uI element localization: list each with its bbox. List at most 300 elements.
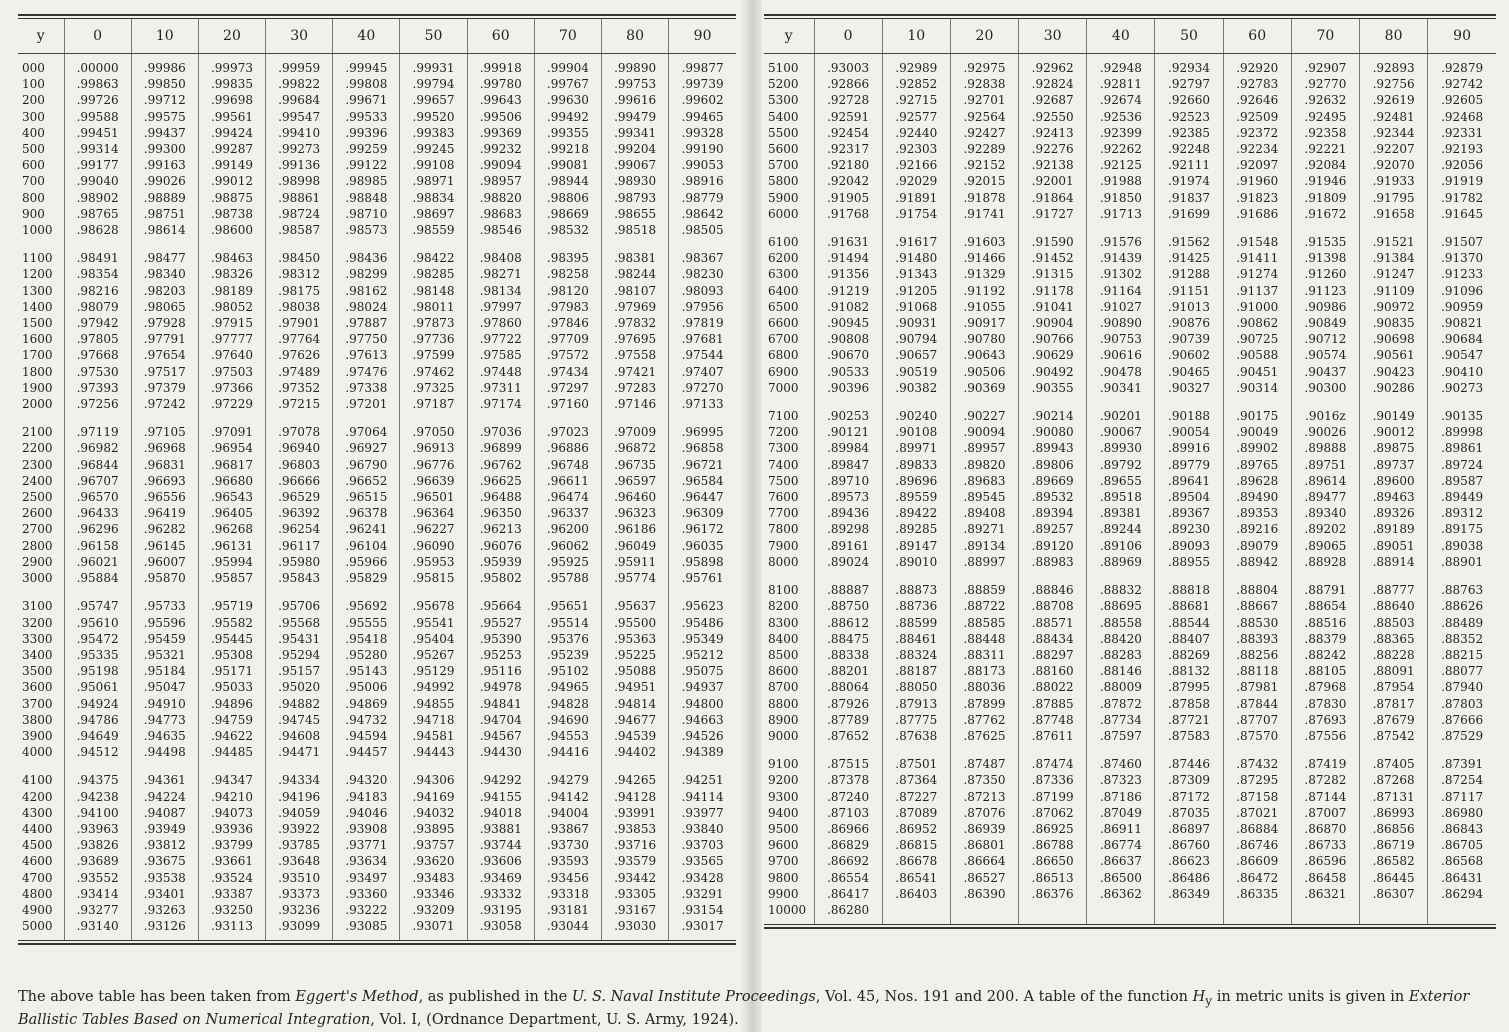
table-row	[18, 918, 736, 940]
h-value-cell: .86596	[1291, 853, 1359, 869]
h-value-cell: .97572	[534, 347, 601, 363]
h-value-cell: .89683	[950, 473, 1018, 489]
h-value-cell: .93099	[266, 918, 333, 940]
y-value-cell: 2300	[22, 457, 53, 472]
h-value-cell: .91480	[882, 250, 950, 266]
h-value-cell: .89669	[1019, 473, 1087, 489]
h-value-cell: .91013	[1155, 299, 1223, 315]
h-value-cell: .93456	[534, 870, 601, 886]
h-value-cell: .88283	[1087, 647, 1155, 663]
h-value-cell: .90188	[1155, 402, 1223, 424]
h-value-cell: .88448	[950, 631, 1018, 647]
h-value-cell: .88324	[882, 647, 950, 663]
h-value-cell: .97229	[198, 396, 265, 418]
h-value-cell: .88297	[1019, 647, 1087, 663]
y-value-cell: 400	[22, 125, 45, 140]
y-value-cell: 6700	[768, 332, 799, 347]
h-value-cell: .90904	[1019, 315, 1087, 331]
h-value-cell: .87172	[1155, 789, 1223, 805]
h-value-cell: .93113	[198, 918, 265, 940]
h-value-cell: .95006	[333, 679, 400, 695]
h-value-cell: .97434	[534, 364, 601, 380]
h-value-cell: .97009	[602, 418, 669, 440]
y-value-cell: 8400	[768, 631, 799, 646]
left-table-section	[18, 14, 736, 945]
h-value-cell: .93483	[400, 870, 467, 886]
h-value-cell: .99259	[333, 141, 400, 157]
h-value-cell: .99232	[467, 141, 534, 157]
h-value-cell: .93291	[669, 886, 736, 902]
h-value-cell: .93867	[534, 821, 601, 837]
h-value-cell: .93524	[198, 870, 265, 886]
h-value-cell: .90808	[814, 331, 882, 347]
h-value-cell: .94265	[602, 766, 669, 788]
h-value-cell: .97722	[467, 331, 534, 347]
h-value-cell: .91864	[1019, 190, 1087, 206]
h-value-cell: .98587	[266, 222, 333, 244]
h-value-cell: .89614	[1291, 473, 1359, 489]
h-value-cell: .96652	[333, 473, 400, 489]
h-value-cell: .91425	[1155, 250, 1223, 266]
h-value-cell: .96515	[333, 489, 400, 505]
h-value-cell: .95253	[467, 647, 534, 663]
h-value-cell: .89518	[1087, 489, 1155, 505]
h-value-cell: .92262	[1087, 141, 1155, 157]
table-row	[764, 364, 1496, 380]
y-value-cell: 900	[22, 206, 45, 221]
h-value-cell: .99094	[467, 157, 534, 173]
h-value-cell: .98354	[64, 266, 131, 282]
h-value-cell: .94073	[198, 805, 265, 821]
h-value-cell: .86472	[1223, 870, 1291, 886]
h-value-cell: .97709	[534, 331, 601, 347]
h-value-cell: .99835	[198, 76, 265, 92]
h-value-cell: .89216	[1223, 521, 1291, 537]
table-row	[18, 222, 736, 244]
h-value-cell: .95363	[602, 631, 669, 647]
h-value-cell: .94704	[467, 712, 534, 728]
table-row	[18, 663, 736, 679]
h-value-cell: .96501	[400, 489, 467, 505]
h-value-cell: .99739	[669, 76, 736, 92]
h-value-cell: .95678	[400, 592, 467, 614]
h-value-cell: .87885	[1019, 696, 1087, 712]
h-value-cell: .97969	[602, 299, 669, 315]
h-value-cell: .99877	[669, 54, 736, 77]
h-value-cell: .90643	[950, 347, 1018, 363]
h-value-cell: .92701	[950, 92, 1018, 108]
header-cell: 20	[950, 19, 1018, 54]
h-value-cell: .88338	[814, 647, 882, 663]
h-value-cell: .87968	[1291, 679, 1359, 695]
h-value-cell: .96213	[467, 521, 534, 537]
h-value-cell: .99547	[266, 109, 333, 125]
h-value-cell: .94663	[669, 712, 736, 728]
h-value-cell: .96529	[266, 489, 333, 505]
h-value-cell: .92838	[950, 76, 1018, 92]
h-value-cell: .87446	[1155, 750, 1223, 772]
h-value-cell: .92468	[1428, 109, 1496, 125]
table-row	[18, 712, 736, 728]
h-value-cell: .90108	[882, 424, 950, 440]
h-value-cell: .87817	[1360, 696, 1428, 712]
h-value-cell: .89490	[1223, 489, 1291, 505]
h-value-cell: .86458	[1291, 870, 1359, 886]
h-value-cell: .99492	[534, 109, 601, 125]
h-value-cell: .86403	[882, 886, 950, 902]
h-value-cell: .97846	[534, 315, 601, 331]
h-value-cell: .94046	[333, 805, 400, 821]
h-value-cell: .94142	[534, 789, 601, 805]
h-value-cell: .98463	[198, 244, 265, 266]
h-value-cell: .89806	[1019, 457, 1087, 473]
y-value-cell: 5000	[22, 919, 53, 934]
h-value-cell: .99890	[602, 54, 669, 77]
h-value-cell: .91631	[814, 228, 882, 250]
h-value-cell: .95651	[534, 592, 601, 614]
h-value-cell: .90201	[1087, 402, 1155, 424]
header-cell: 10	[131, 19, 198, 54]
h-value-cell: .94882	[266, 696, 333, 712]
y-value-cell: 3700	[22, 696, 53, 711]
h-value-cell: .86801	[950, 837, 1018, 853]
table-row	[764, 228, 1496, 250]
h-value-cell: .98628	[64, 222, 131, 244]
h-value-cell: .96748	[534, 457, 601, 473]
h-value-cell: .87775	[882, 712, 950, 728]
h-value-cell: .93565	[669, 853, 736, 869]
y-value-cell: 9700	[768, 854, 799, 869]
h-value-cell: .89367	[1155, 505, 1223, 521]
h-value-cell: .94196	[266, 789, 333, 805]
h-value-cell: .89093	[1155, 538, 1223, 554]
h-value-cell: .89765	[1223, 457, 1291, 473]
h-value-cell: .90547	[1428, 347, 1496, 363]
h-value-cell: .91055	[950, 299, 1018, 315]
h-value-cell: .88750	[814, 598, 882, 614]
y-value-cell: 5200	[768, 77, 799, 92]
h-value-cell: .97599	[400, 347, 467, 363]
y-value-cell: 3800	[22, 712, 53, 727]
h-value-cell: .98669	[534, 206, 601, 222]
table-row	[18, 902, 736, 918]
h-value-cell: .99520	[400, 109, 467, 125]
footnote-text: , as published in the	[418, 989, 572, 1005]
h-value-cell: .88997	[950, 554, 1018, 576]
h-value-cell: .87611	[1019, 728, 1087, 750]
table-row	[764, 440, 1496, 456]
h-value-cell: .91590	[1019, 228, 1087, 250]
footnote-text: , Vol. 45, Nos. 191 and 200. A table of the function	[815, 989, 1193, 1005]
h-value-cell: .98697	[400, 206, 467, 222]
h-value-cell: .90355	[1019, 380, 1087, 402]
h-value-cell: .87282	[1291, 772, 1359, 788]
h-value-cell: .97585	[467, 347, 534, 363]
h-value-cell: .95843	[266, 570, 333, 592]
h-value-cell: .87323	[1087, 772, 1155, 788]
h-value-cell: .88420	[1087, 631, 1155, 647]
y-value-cell: 9900	[768, 886, 799, 901]
h-value-cell: .94965	[534, 679, 601, 695]
h-value-cell: .94485	[198, 744, 265, 766]
y-value-cell: 800	[22, 190, 45, 205]
h-value-cell: .91658	[1360, 206, 1428, 228]
h-value-cell: .92605	[1428, 92, 1496, 108]
h-value-cell: .94992	[400, 679, 467, 695]
h-value-cell: .90506	[950, 364, 1018, 380]
h-value-cell: .99753	[602, 76, 669, 92]
h-value-cell: .95129	[400, 663, 467, 679]
header-cell: 30	[266, 19, 333, 54]
h-value-cell: .87062	[1019, 805, 1087, 821]
h-value-cell: .95939	[467, 554, 534, 570]
y-value-cell: 2500	[22, 490, 53, 505]
h-value-cell: .96543	[198, 489, 265, 505]
y-value-cell: 5400	[768, 109, 799, 124]
table-row	[18, 157, 736, 173]
table-row	[764, 886, 1496, 902]
h-value-cell: .92427	[950, 125, 1018, 141]
table-row	[18, 54, 736, 77]
h-value-cell: .99451	[64, 125, 131, 141]
h-value-cell: .87679	[1360, 712, 1428, 728]
h-value-cell: .92577	[882, 109, 950, 125]
h-value-cell: .88352	[1428, 631, 1496, 647]
y-value-cell: 2900	[22, 554, 53, 569]
h-value-cell: .99437	[131, 125, 198, 141]
h-value-cell: .96913	[400, 440, 467, 456]
y-value-cell: 6400	[768, 283, 799, 298]
table-row	[18, 554, 736, 570]
table-row	[764, 663, 1496, 679]
h-value-cell	[1291, 902, 1359, 924]
h-value-cell: .93401	[131, 886, 198, 902]
h-value-cell: .95582	[198, 615, 265, 631]
h-value-cell: .90026	[1291, 424, 1359, 440]
h-value-cell: .89106	[1087, 538, 1155, 554]
h-value-cell: .89271	[950, 521, 1018, 537]
h-value-cell: .90094	[950, 424, 1018, 440]
h-value-cell: .98505	[669, 222, 736, 244]
h-value-cell: .99218	[534, 141, 601, 157]
header-cell: 60	[467, 19, 534, 54]
h-value-cell: .93936	[198, 821, 265, 837]
h-value-cell: .95020	[266, 679, 333, 695]
h-value-cell: .95911	[602, 554, 669, 570]
table-row	[18, 696, 736, 712]
y-value-cell: 8900	[768, 712, 799, 727]
y-value-cell: 1800	[22, 364, 53, 379]
h-value-cell: .96639	[400, 473, 467, 489]
h-value-cell: .86321	[1291, 886, 1359, 902]
h-value-cell	[1428, 902, 1496, 924]
y-value-cell: 8000	[768, 554, 799, 569]
h-value-cell: .97681	[669, 331, 736, 347]
h-value-cell: .88791	[1291, 576, 1359, 598]
h-value-cell: .93853	[602, 821, 669, 837]
h-value-cell: .88873	[882, 576, 950, 598]
h-value-cell: .86815	[882, 837, 950, 853]
h-value-cell: .98422	[400, 244, 467, 266]
h-value-cell: .92962	[1019, 54, 1087, 77]
h-value-cell: .89244	[1087, 521, 1155, 537]
h-value-cell: .93757	[400, 837, 467, 853]
y-value-cell: 8300	[768, 615, 799, 630]
h-value-cell: .94402	[602, 744, 669, 766]
h-value-cell: .93785	[266, 837, 333, 853]
h-value-cell: .92440	[882, 125, 950, 141]
h-value-cell: .99053	[669, 157, 736, 173]
table-row	[18, 570, 736, 592]
y-value-cell: 2800	[22, 538, 53, 553]
y-value-cell: 5100	[768, 61, 799, 75]
y-value-cell: 3200	[22, 615, 53, 630]
h-value-cell: .95225	[602, 647, 669, 663]
y-value-cell: 6600	[768, 316, 799, 331]
h-value-cell: .89477	[1291, 489, 1359, 505]
h-value-cell: .88077	[1428, 663, 1496, 679]
h-value-cell: .98381	[602, 244, 669, 266]
h-value-cell: .87240	[814, 789, 882, 805]
h-value-cell: .95898	[669, 554, 736, 570]
h-value-cell: .91507	[1428, 228, 1496, 250]
h-value-cell: .95994	[198, 554, 265, 570]
h-value-cell: .95527	[467, 615, 534, 631]
h-value-cell: .96790	[333, 457, 400, 473]
h-value-cell: .99657	[400, 92, 467, 108]
h-value-cell: .87350	[950, 772, 1018, 788]
y-value-cell: 6900	[768, 364, 799, 379]
h-value-cell: .89024	[814, 554, 882, 576]
h-value-cell: .93263	[131, 902, 198, 918]
y-value-cell: 7800	[768, 522, 799, 537]
h-value-cell: .88064	[814, 679, 882, 695]
h-value-cell: .89792	[1087, 457, 1155, 473]
y-value-cell: 4900	[22, 902, 53, 917]
h-value-cell: .98065	[131, 299, 198, 315]
h-value-cell: .86362	[1087, 886, 1155, 902]
h-value-cell: .98408	[467, 244, 534, 266]
h-value-cell: .91768	[814, 206, 882, 228]
h-value-cell: .87926	[814, 696, 882, 712]
h-value-cell: .90300	[1291, 380, 1359, 402]
h-value-cell: .97078	[266, 418, 333, 440]
header-cell: y	[764, 19, 814, 54]
y-value-cell: 1400	[22, 299, 53, 314]
h-value-cell: .86376	[1019, 886, 1087, 902]
h-value-cell: .89737	[1360, 457, 1428, 473]
h-value-cell: .99383	[400, 125, 467, 141]
h-value-cell: .98751	[131, 206, 198, 222]
h-value-cell: .91809	[1291, 190, 1359, 206]
h-value-cell: .88242	[1291, 647, 1359, 663]
h-value-cell: .92248	[1155, 141, 1223, 157]
h-value-cell: .93661	[198, 853, 265, 869]
h-value-cell: .89079	[1223, 538, 1291, 554]
h-value-cell: .95321	[131, 647, 198, 663]
h-value-cell: .99108	[400, 157, 467, 173]
h-value-cell: .90670	[814, 347, 882, 363]
h-value-cell: .89628	[1223, 473, 1291, 489]
h-value-cell: .95431	[266, 631, 333, 647]
h-value-cell: .96954	[198, 440, 265, 456]
h-value-cell: .99822	[266, 76, 333, 92]
h-value-cell: .94375	[64, 766, 131, 788]
h-value-cell: .92619	[1360, 92, 1428, 108]
y-value-cell: 8100	[768, 583, 799, 598]
h-value-cell: .86856	[1360, 821, 1428, 837]
h-value-cell: .94896	[198, 696, 265, 712]
h-value-cell: .99136	[266, 157, 333, 173]
h-value-cell: .97091	[198, 418, 265, 440]
h-value-cell: .93579	[602, 853, 669, 869]
table-row	[764, 521, 1496, 537]
h-value-cell: .97311	[467, 380, 534, 396]
h-value-cell: .94004	[534, 805, 601, 821]
h-value-cell: .96241	[333, 521, 400, 537]
h-value-cell: .90602	[1155, 347, 1223, 363]
h-value-cell: .98820	[467, 190, 534, 206]
h-value-cell: .91247	[1360, 266, 1428, 282]
h-value-cell: .95980	[266, 554, 333, 570]
h-value-cell: .91164	[1087, 283, 1155, 299]
h-value-cell: .88393	[1223, 631, 1291, 647]
h-value-cell: .97640	[198, 347, 265, 363]
header-row	[764, 19, 1496, 54]
h-value-cell: .92001	[1019, 173, 1087, 189]
h-value-cell: .86870	[1291, 821, 1359, 837]
h-value-cell: .89696	[882, 473, 950, 489]
y-value-cell: 1100	[22, 251, 53, 266]
y-value-cell: 2600	[22, 506, 53, 521]
h-value-cell: .90054	[1155, 424, 1223, 440]
table-row	[18, 299, 736, 315]
h-value-cell: .92138	[1019, 157, 1087, 173]
h-value-cell: .92413	[1019, 125, 1087, 141]
h-value-cell	[1087, 902, 1155, 924]
h-value-cell: .94910	[131, 696, 198, 712]
table-row	[764, 457, 1496, 473]
h-value-cell: .98312	[266, 266, 333, 282]
h-value-cell: .94690	[534, 712, 601, 728]
y-value-cell: 7900	[768, 538, 799, 553]
h-value-cell: .98189	[198, 283, 265, 299]
h-value-cell: .92742	[1428, 76, 1496, 92]
h-value-cell: .99273	[266, 141, 333, 157]
h-value-cell: .98024	[333, 299, 400, 315]
h-value-cell: .89449	[1428, 489, 1496, 505]
h-value-cell: .95294	[266, 647, 333, 663]
h-value-cell: .88846	[1019, 576, 1087, 598]
h-value-cell	[1223, 902, 1291, 924]
h-value-cell: .93195	[467, 902, 534, 918]
h-value-cell: .99726	[64, 92, 131, 108]
h-value-cell: .99698	[198, 92, 265, 108]
h-value-cell: .89298	[814, 521, 882, 537]
h-value-cell: .89532	[1019, 489, 1087, 505]
h-value-cell: .93346	[400, 886, 467, 902]
h-value-cell: .88818	[1155, 576, 1223, 598]
h-value-cell: .93593	[534, 853, 601, 869]
h-value-cell: .88461	[882, 631, 950, 647]
h-value-cell: .96309	[669, 505, 736, 521]
h-value-cell: .88036	[950, 679, 1018, 695]
h-value-cell: .90780	[950, 331, 1018, 347]
h-value-cell: .95623	[669, 592, 736, 614]
h-value-cell: .95555	[333, 615, 400, 631]
h-value-cell: .90931	[882, 315, 950, 331]
h-value-cell: .99369	[467, 125, 534, 141]
